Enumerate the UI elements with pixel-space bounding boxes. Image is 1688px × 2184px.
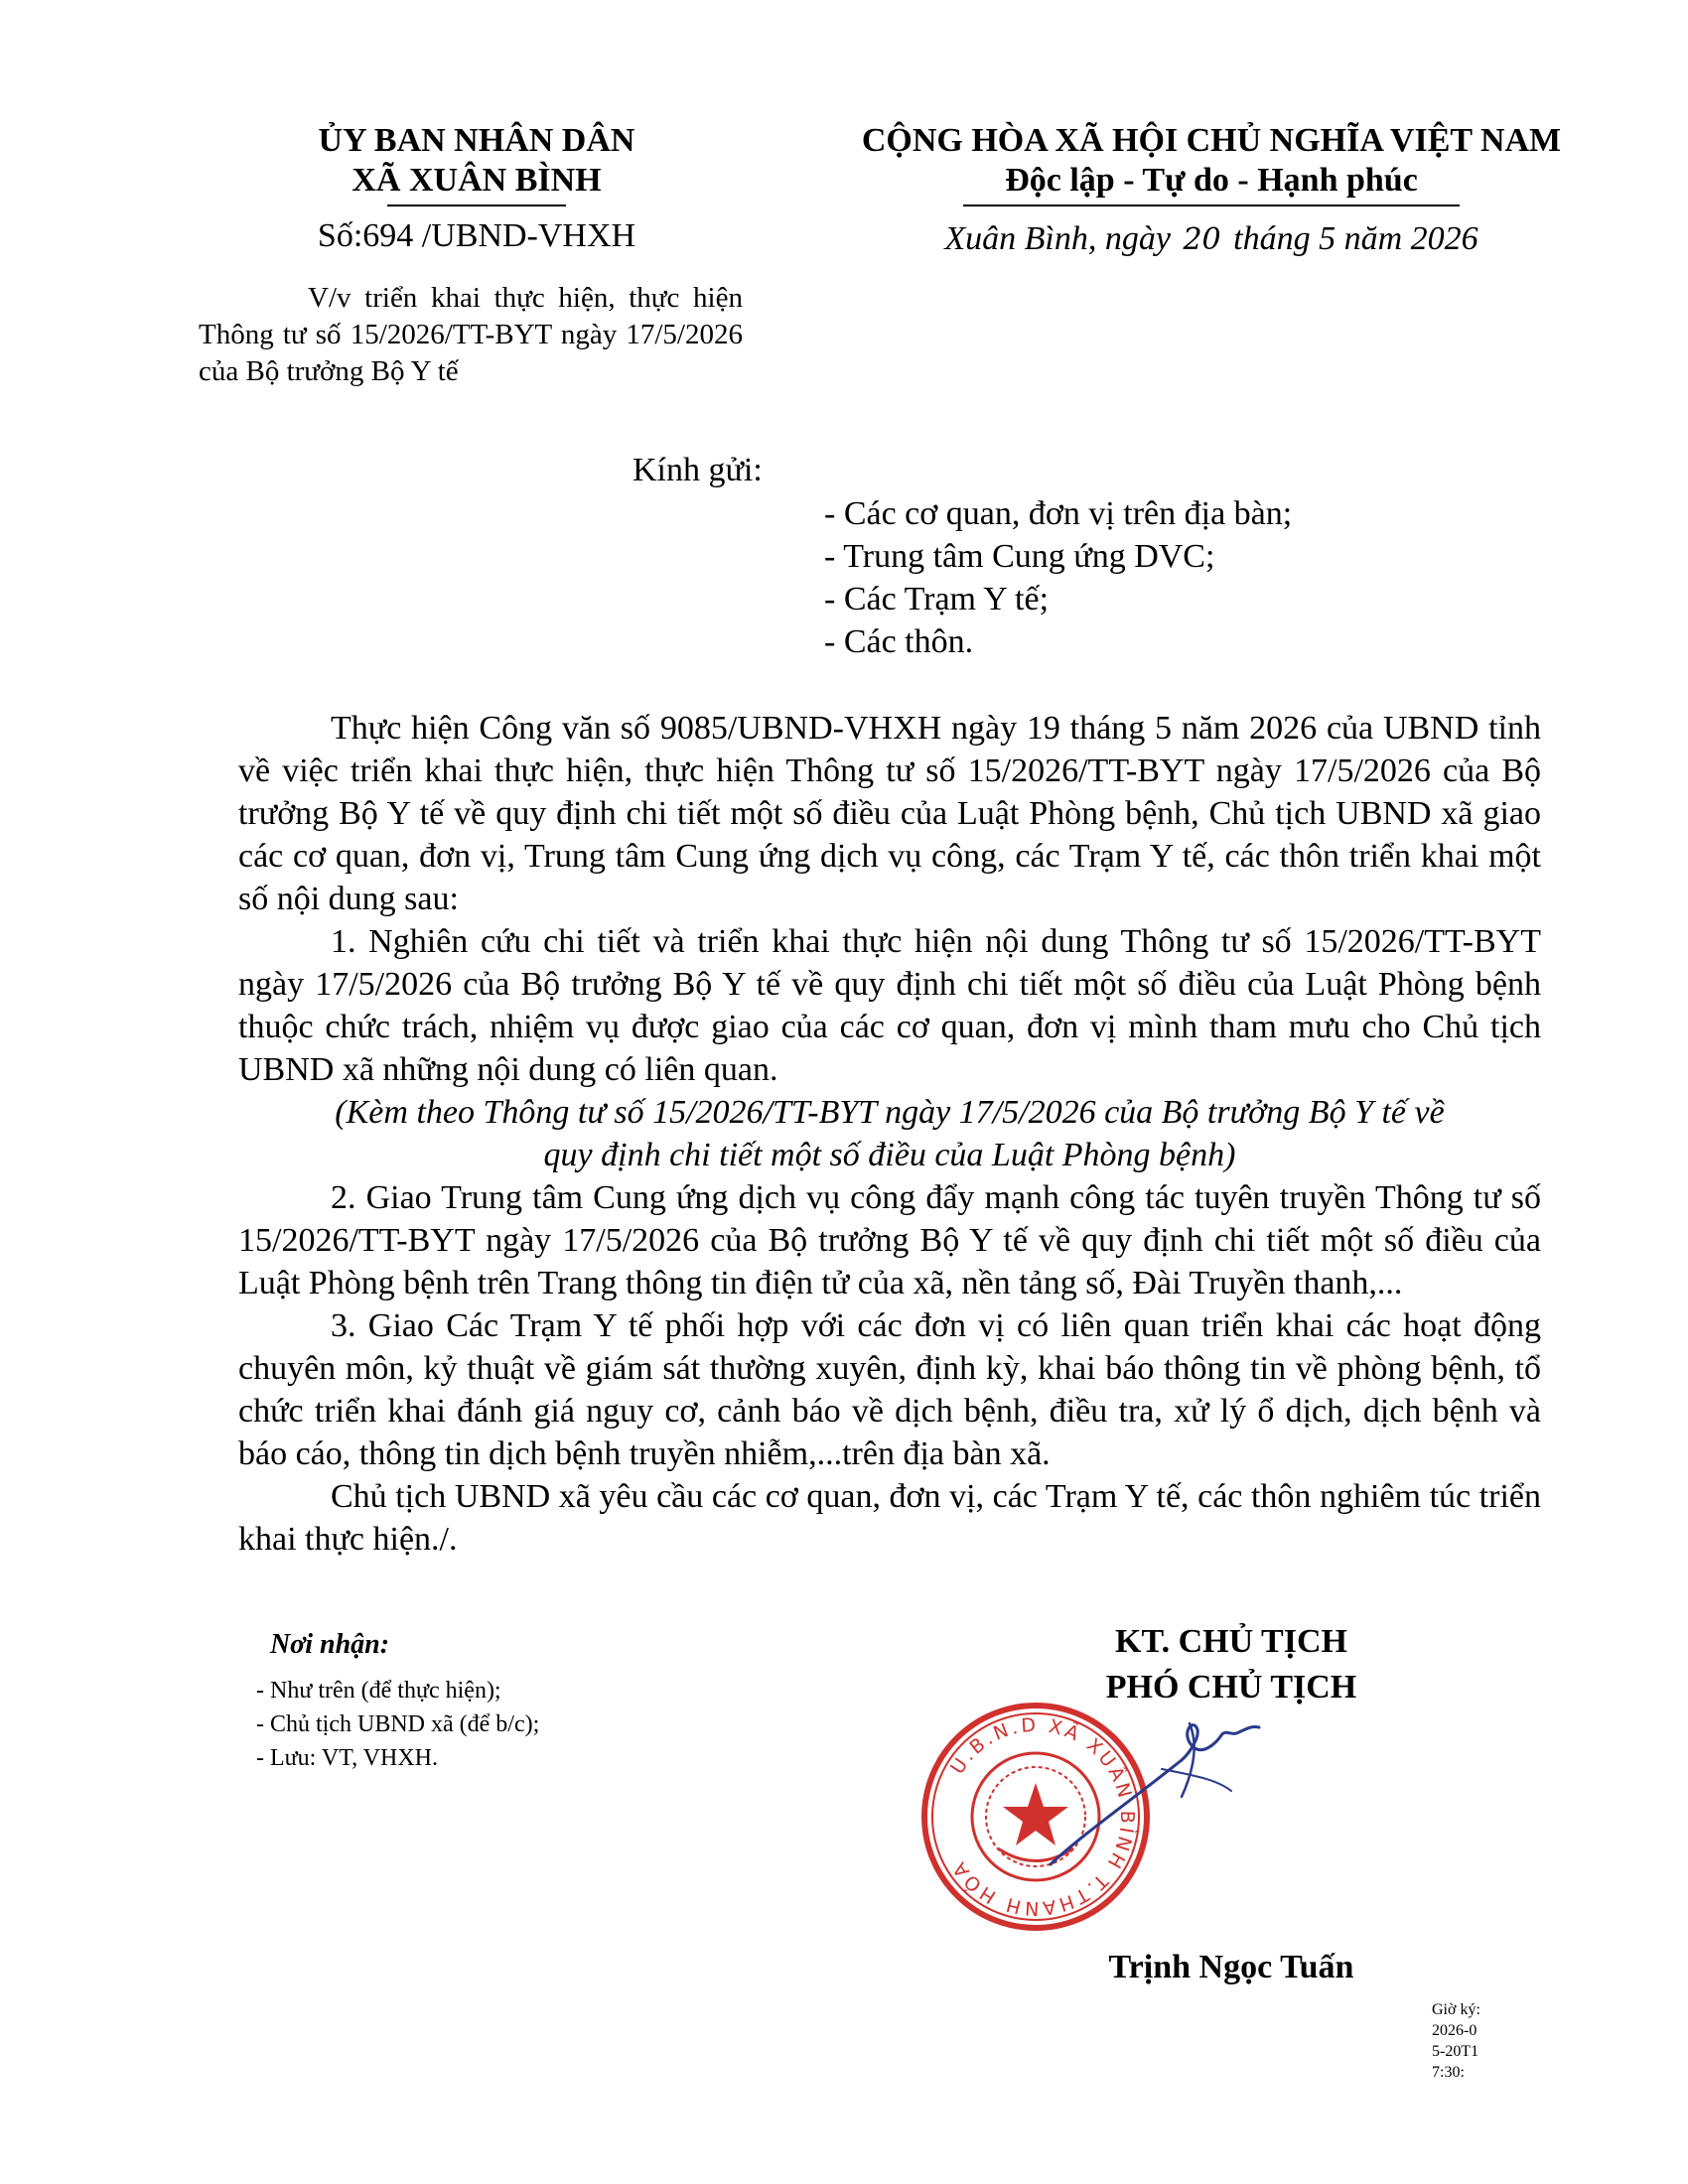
recipient-item: - Trung tâm Cung ứng DVC; xyxy=(824,538,1215,575)
closing-paragraph: Chủ tịch UBND xã yêu cầu các cơ quan, đơn vị, các Trạm Y tế, các thôn nghiêm túc triển khai thực hiện./. xyxy=(238,1478,1541,1558)
issuer-name: ỦY BAN NHÂN DÂN xyxy=(318,122,635,159)
timestamp-value: 2026-05-20T17:30: xyxy=(1432,2022,1479,2081)
cc-item: - Như trên (để thực hiện); xyxy=(256,1678,501,1704)
seal-top-text: XUÂN BÌNH xyxy=(1082,1733,1139,1875)
issuer-underline xyxy=(387,205,566,206)
seal-left-text: U.B.N.D XÃ xyxy=(946,1713,1085,1779)
intro-paragraph: Thực hiện Công văn số 9085/UBND-VHXH ngày 19 tháng 5 năm 2026 của UBND tỉnh về việc triển khai thực hiện, thực hiện Thông tư số 15/2026/TT-BYT ngày 17/5/2026 của Bộ trưởng Bộ Y tế về quy định chi tiết một số điều của Luật Phòng bệnh, Chủ tịch UBND xã giao các cơ quan, đơn vị, Trung tâm Cung ứng dịch vụ công, các Trạm Y tế, các thôn triển khai một số nội dung sau: xyxy=(238,710,1541,917)
timestamp-label: Giờ ký: xyxy=(1432,2001,1480,2018)
cc-item: - Lưu: VT, VHXH. xyxy=(256,1745,438,1771)
issue-date xyxy=(794,218,1628,261)
seal-right-text: T.THANH HÓA xyxy=(946,1855,1112,1920)
recipient-item: - Các Trạm Y tế; xyxy=(824,581,1050,617)
attachment-note-line: (Kèm theo Thông tư số 15/2026/TT-BYT ngày 17/5/2026 của Bộ trưởng Bộ Y tế về xyxy=(335,1094,1445,1131)
greeting: Kính gửi: xyxy=(633,452,763,488)
issue-date-day: 20 xyxy=(1183,222,1221,257)
signer-name: Trịnh Ngọc Tuấn xyxy=(1108,1949,1354,1985)
recipient-item: - Các thôn. xyxy=(824,623,974,660)
document-number: Số:694 /UBND-VHXH xyxy=(317,217,636,254)
item-2-paragraph: 2. Giao Trung tâm Cung ứng dịch vụ công đẩy mạnh công tác tuyên truyền Thông tư số 15/2026/TT-BYT ngày 17/5/2026 của Bộ trưởng Bộ Y tế về quy định chi tiết một số điều của Luật Phòng bệnh trên Trang thông tin điện tử của xã, nền tảng số, Đài Truyền thanh,... xyxy=(238,1179,1541,1301)
cc-title: Nơi nhận: xyxy=(270,1629,390,1660)
national-title: CỘNG HÒA XÃ HỘI CHỦ NGHĨA VIỆT NAM xyxy=(861,122,1562,159)
motto-underline xyxy=(963,205,1460,206)
recipient-list xyxy=(824,492,1420,663)
signing-timestamp xyxy=(1432,1999,1483,2083)
attachment-note xyxy=(238,1091,1541,1176)
document-body xyxy=(238,707,1541,1561)
issuer-commune: XÃ XUÂN BÌNH xyxy=(352,162,602,199)
cc-item: - Chủ tịch UBND xã (để b/c); xyxy=(256,1711,540,1737)
signer-role: KT. CHỦ TỊCH xyxy=(1115,1623,1347,1660)
handwritten-signature-icon xyxy=(1043,1706,1281,1874)
cc-list xyxy=(256,1674,753,1775)
document-subject: V/v triển khai thực hiện, thực hiện Thông tư số 15/2026/TT-BYT ngày 17/5/2026 của Bộ trưởng Bộ Y tế xyxy=(199,282,743,387)
recipient-item: - Các cơ quan, đơn vị trên địa bàn; xyxy=(824,495,1293,532)
item-3-paragraph: 3. Giao Các Trạm Y tế phối hợp với các đơn vị có liên quan triển khai các hoạt động chuyên môn, kỷ thuật về giám sát thường xuyên, định kỳ, khai báo thông tin về phòng bệnh, tổ chức triển khai đánh giá nguy cơ, cảnh báo về dịch bệnh, điều tra, xử lý ổ dịch, dịch bệnh và báo cáo, thông tin dịch bệnh truyền nhiễm,...trên địa bàn xã. xyxy=(238,1307,1541,1472)
item-1-paragraph: 1. Nghiên cứu chi tiết và triển khai thực hiện nội dung Thông tư số 15/2026/TT-BYT ngày 17/5/2026 của Bộ trưởng Bộ Y tế về quy định chi tiết một số điều của Luật Phòng bệnh thuộc chức trách, nhiệm vụ được giao của các cơ quan, đơn vị mình tham mưu cho Chủ tịch UBND xã những nội dung có liên quan. xyxy=(238,923,1541,1088)
attachment-note-line: quy định chi tiết một số điều của Luật Phòng bệnh) xyxy=(543,1137,1236,1173)
national-motto: Độc lập - Tự do - Hạnh phúc xyxy=(1005,162,1418,199)
signer-deputy-role: PHÓ CHỦ TỊCH xyxy=(1105,1669,1357,1706)
issue-date-suffix: tháng 5 năm 2026 xyxy=(1233,220,1478,257)
issue-date-prefix: Xuân Bình, ngày xyxy=(944,220,1171,257)
